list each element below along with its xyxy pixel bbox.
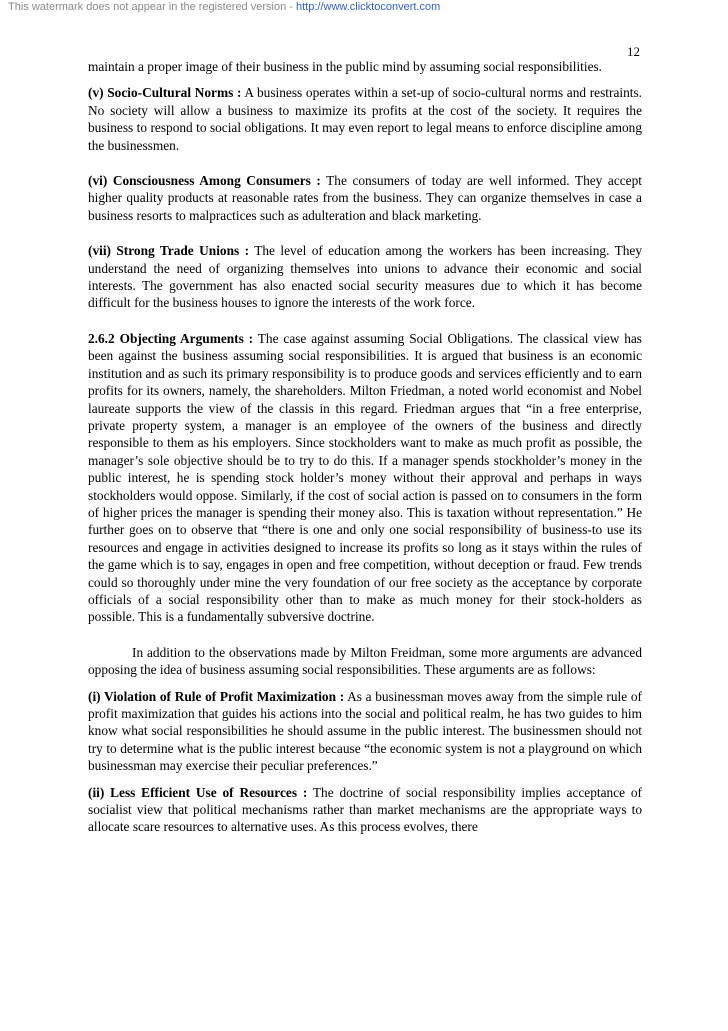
paragraph-text: A business operates within a set-up of socio-cultural norms and restraints. No society will allow a business to maximize its profits at the cost of the society. It requires the business to respond to social obligations. It may even report to legal means to enforce discipline among the businessmen.: [88, 85, 642, 153]
section-heading: (i) Violation of Rule of Profit Maximization :: [88, 688, 345, 704]
paragraph-text: The consumers of today are well informed. They accept higher quality products at reasonable rates from the business. They can organize themselves in case a business resorts to malpractices such as adulteration and black marketing.: [88, 173, 642, 223]
paragraph-text: The case against assuming Social Obligations. The classical view has been against the business assuming social responsibilities. It is argued that business is an economic institution and as such its primary responsibility is to produce goods and services efficiently and to earn profits for its owners, namely, the shareholders. Milton Friedman, a noted world economist and Nobel laureate supports the view of the classis in this regard. Friedman argues that “in a free enterprise, private property system, a manager is an employee of the owners of the business and directly responsible to them as his employers. Since stockholders want to make as much profit as possible, the manager’s sole objective should be to try to do this. If a manager spends stockholder’s money in the public interest, he is spending stock holder’s money without their approval and perhaps in ways stockholders would oppose. Similarly, if the cost of social action is passed on to consumers in the form of higher prices the manager is spending their money also. This is taxation without representation.” He further goes on to observe that “there is one and only one social responsibility of business-to use its resources and engage in activities designed to increase its profits so long as it stays within the rules of the game which is to say, engages in open and free competition, without deception or fraud. Few trends could so thoroughly under mine the very foundation of our free society as the acceptance by corporate officials of a social responsibility other than to make as much money for their stock-holders as possible. This is a fundamentally subversive doctrine.: [88, 330, 642, 625]
section-heading: 2.6.2 Objecting Arguments :: [88, 330, 254, 346]
paragraph-text: maintain a proper image of their business in the public mind by assuming social responsibilities.: [88, 59, 603, 74]
document-body: [88, 58, 642, 845]
section-heading: (vi) Consciousness Among Consumers :: [88, 173, 321, 189]
paragraph-socio-cultural-norms: [88, 84, 642, 154]
section-heading: (ii) Less Efficient Use of Resources :: [88, 784, 308, 800]
paragraph-less-efficient-resources: [88, 784, 642, 836]
page-number: 12: [627, 44, 640, 59]
paragraph-consciousness-consumers: [88, 172, 642, 224]
watermark-text: This watermark does not appear in the registered version -: [8, 1, 296, 13]
watermark-link[interactable]: http://www.clicktoconvert.com: [295, 1, 441, 13]
paragraph-text: The level of education among the workers has been increasing. They understand the need of organizing themselves into unions to advance their economic and social interests. The government has also enacted social security measures due to which it has become difficult for the business houses to ignore the interests of the work force.: [88, 243, 642, 311]
paragraph-strong-trade-unions: [88, 242, 642, 312]
paragraph-violation-profit-maximization: [88, 688, 642, 775]
paragraph-text: In addition to the observations made by Milton Freidman, some more arguments are advanced opposing the idea of business assuming social responsibilities. These arguments are as follows:: [88, 644, 642, 678]
paragraph-intro-continuation: [88, 58, 642, 75]
section-heading: (vii) Strong Trade Unions :: [88, 243, 250, 259]
watermark-notice: [8, 1, 440, 13]
paragraph-text: The doctrine of social responsibility implies acceptance of socialist view that political mechanisms rather than market mechanisms are the appropriate ways to allocate scare resources to alternative uses. As this process evolves, there: [88, 784, 642, 835]
paragraph-text: As a businessman moves away from the simple rule of profit maximization that guides his actions into the social and political realm, he has two guides to him know what social responsibilities he should assume in the public interest. The businessmen should not try to determine what is the public interest because “the economic system is not a playground on which businessman may exercise their peculiar preferences.”: [88, 688, 642, 774]
section-heading: (v) Socio-Cultural Norms :: [88, 85, 242, 101]
paragraph-objecting-arguments: [88, 330, 642, 626]
paragraph-additional-arguments: [88, 644, 642, 679]
